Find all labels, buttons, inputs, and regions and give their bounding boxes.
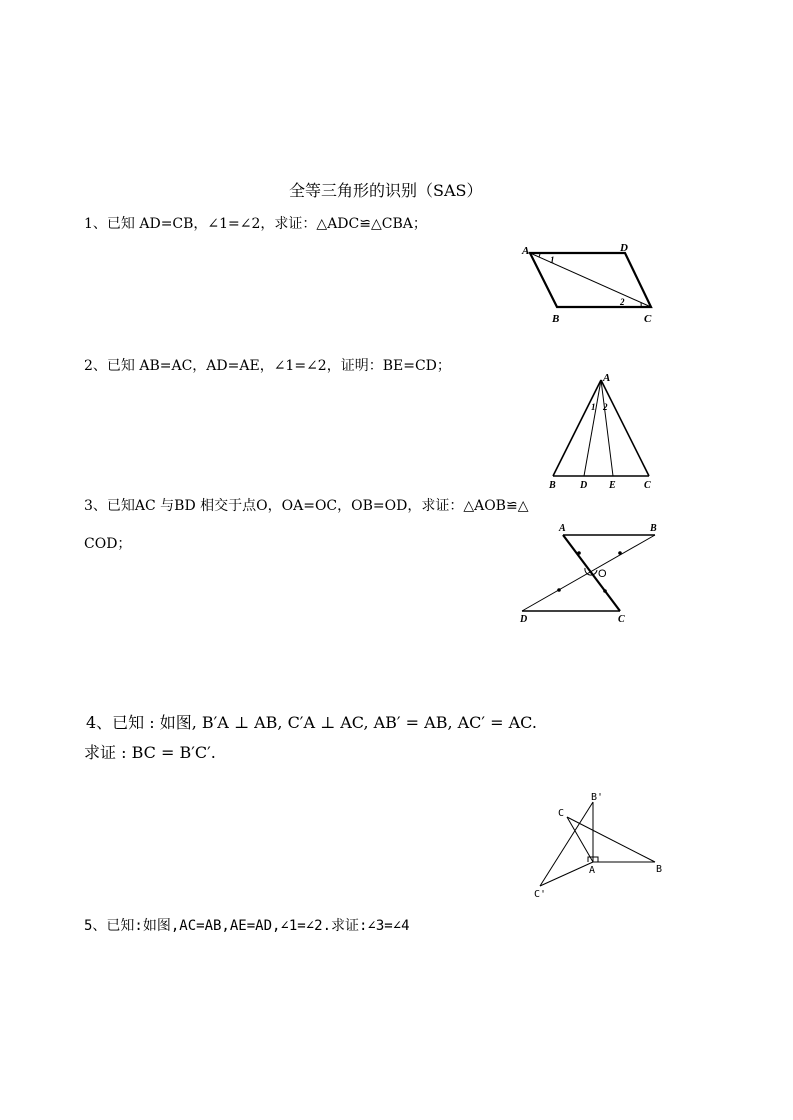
fig1-diagonal-ac xyxy=(530,253,651,307)
fig2-label-e: E xyxy=(609,480,616,491)
fig1-label-c: C xyxy=(644,313,652,325)
problem-4-line1: 4、已知 : 如图, B′A ⊥ AB, C′A ⊥ AC, AB′ = AB, AC′ = AC. xyxy=(86,713,537,732)
problem-1: 1、已知 AD=CB，∠1=∠2，求证：△ADC≌△CBA； xyxy=(84,216,427,232)
problem-2: 2、已知 AB=AC，AD=AE，∠1=∠2，证明：BE=CD； xyxy=(84,358,451,374)
fig4-label-a: A xyxy=(589,865,596,876)
problem-4-line2: 求证 : BC = B′C′. xyxy=(84,743,216,762)
fig2-line-ae xyxy=(601,380,613,476)
fig3-segment-ac xyxy=(563,535,620,611)
fig3-segment-bd xyxy=(522,535,655,611)
fig2-line-ac xyxy=(601,380,649,476)
fig2-line-ad xyxy=(584,380,601,476)
page-title: 全等三角形的识别（SAS） xyxy=(289,181,483,200)
fig4-label-c: C xyxy=(558,808,565,819)
fig2-label-c: C xyxy=(644,480,651,491)
fig3-label-c: C xyxy=(618,614,625,625)
figure-2-triangle xyxy=(540,370,670,495)
fig3-label-b: B xyxy=(650,523,657,534)
fig2-line-ab xyxy=(553,380,601,476)
figure-1-parallelogram xyxy=(515,240,665,330)
problem-5: 5、已知:如图,AC=AB,AE=AD,∠1=∠2.求证:∠3=∠4 xyxy=(84,918,410,934)
fig1-label-b: B xyxy=(552,313,560,325)
figure-3-crossed-triangles xyxy=(515,520,665,630)
fig1-label-a: A xyxy=(522,245,530,257)
fig1-label-angle2: 2 xyxy=(620,297,625,307)
fig2-label-angle2: 2 xyxy=(603,402,608,412)
fig2-label-angle1: 1 xyxy=(591,402,596,412)
figure-4-perpendiculars xyxy=(525,785,675,900)
fig2-label-d: D xyxy=(580,480,588,491)
fig1-label-angle1: 1 xyxy=(550,255,555,265)
fig2-label-b: B xyxy=(549,480,556,491)
problem-3-line2: COD； xyxy=(84,536,132,552)
fig4-label-c-prime: C' xyxy=(534,889,547,900)
fig4-line-b-prime-c-prime xyxy=(540,802,596,886)
fig3-label-o: O xyxy=(598,568,607,580)
fig4-label-b: B xyxy=(656,864,663,875)
fig3-label-d: D xyxy=(520,614,528,625)
fig3-label-a: A xyxy=(559,523,566,534)
fig1-label-d: D xyxy=(620,242,628,254)
fig2-label-a: A xyxy=(603,372,611,384)
fig4-label-b-prime: B' xyxy=(591,792,604,803)
problem-3-line1: 3、已知AC 与BD 相交于点O，OA=OC，OB=OD，求证：△AOB≌△ xyxy=(84,498,529,514)
